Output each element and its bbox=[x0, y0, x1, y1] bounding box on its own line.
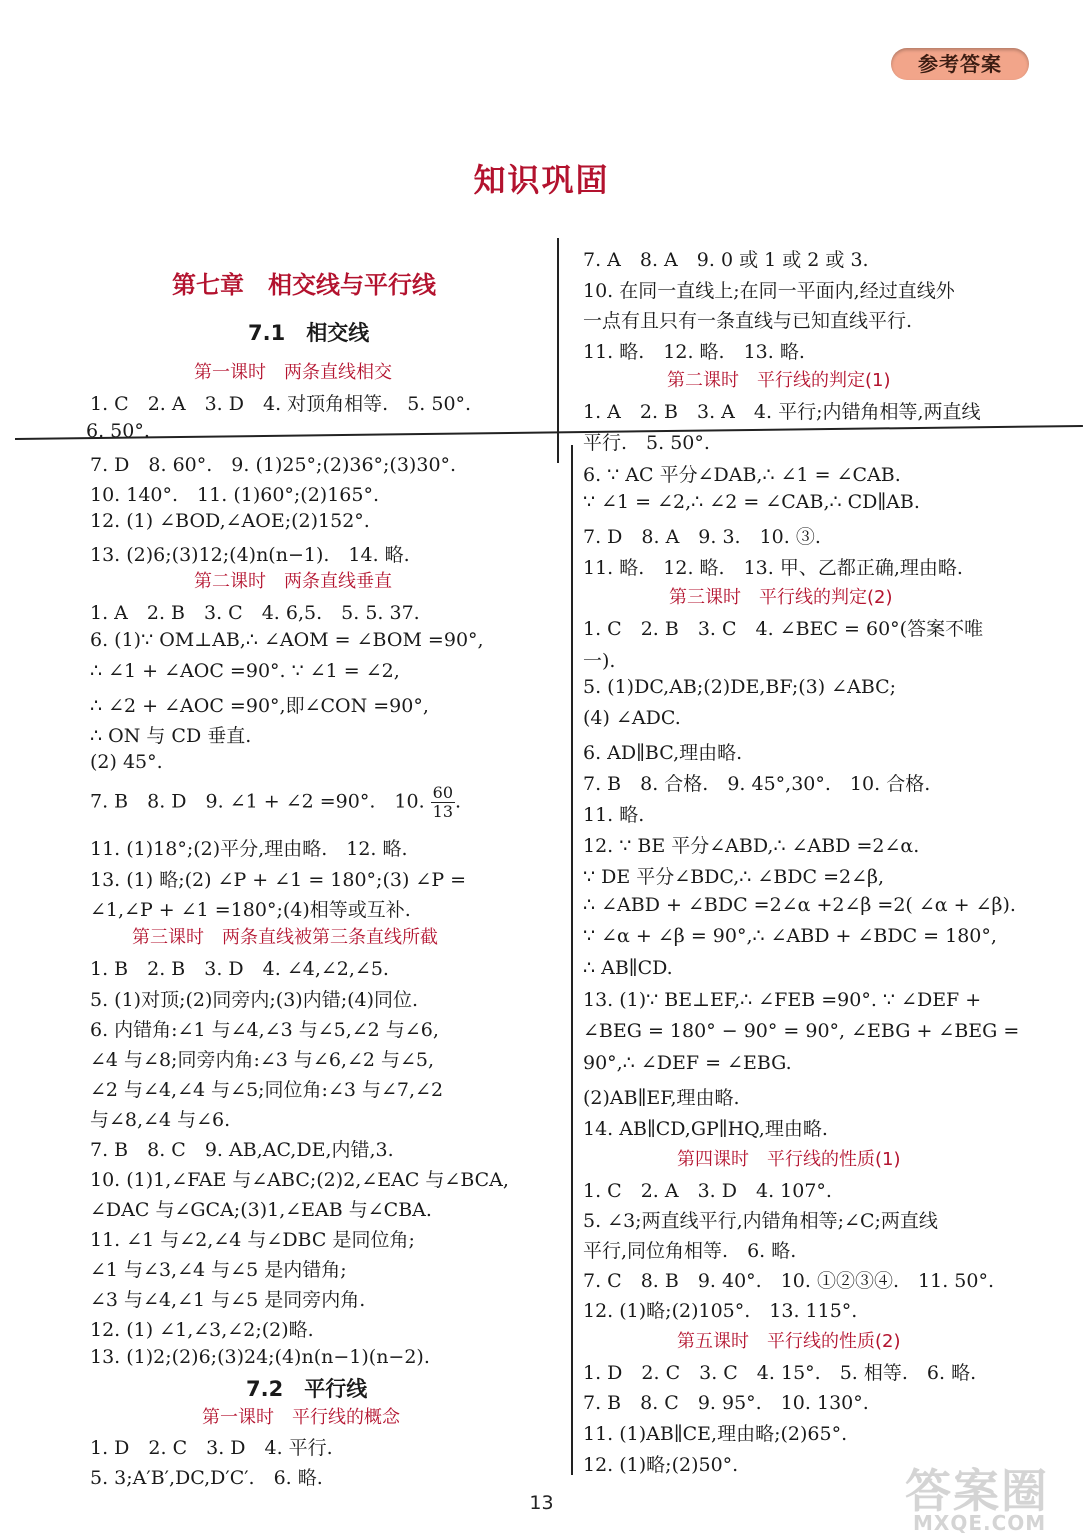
answer-line: ∵ ∠α + ∠β = 90°,∴ ∠ABD + ∠BDC = 180°, bbox=[583, 925, 997, 947]
answer-line: 7. C 8. B 9. 40°. 10. ①②③④. 11. 50°. bbox=[583, 1270, 994, 1292]
answer-line: 1. B 2. B 3. D 4. ∠4,∠2,∠5. bbox=[90, 958, 389, 980]
answer-line: 1. D 2. C 3. D 4. 平行. bbox=[90, 1437, 333, 1459]
lesson-heading: 第三课时 两条直线被第三条直线所截 bbox=[132, 927, 438, 948]
answer-line: 10. 在同一直线上;在同一平面内,经过直线外 bbox=[583, 280, 955, 302]
watermark-url: MXQE.COM bbox=[913, 1511, 1047, 1535]
answer-line: 13. (1) 略;(2) ∠P + ∠1 = 180°;(3) ∠P = bbox=[90, 869, 467, 891]
answer-line: ∠DAC 与∠GCA;(3)1,∠EAB 与∠CBA. bbox=[90, 1199, 432, 1221]
answer-line: ∠1,∠P + ∠1 =180°;(4)相等或互补. bbox=[90, 899, 411, 921]
horizontal-fold-line bbox=[15, 425, 1083, 440]
answer-line: ∴ AB∥CD. bbox=[583, 957, 673, 979]
answer-line: 一点有且只有一条直线与已知直线平行. bbox=[583, 310, 913, 332]
answer-line: 13. (2)6;(3)12;(4)n(n−1). 14. 略. bbox=[90, 544, 410, 566]
answer-line: 10. 140°. 11. (1)60°;(2)165°. bbox=[90, 484, 380, 506]
answer-line: ∠1 与∠3,∠4 与∠5 是内错角; bbox=[90, 1259, 347, 1281]
answer-line: 1. D 2. C 3. C 4. 15°. 5. 相等. 6. 略. bbox=[583, 1362, 977, 1384]
answer-line: 12. (1)略;(2)105°. 13. 115°. bbox=[583, 1300, 858, 1322]
answer-line: 7. B 8. C 9. 95°. 10. 130°. bbox=[583, 1392, 869, 1414]
answer-line: 5. (1)对顶;(2)同旁内;(3)内错;(4)同位. bbox=[90, 989, 419, 1011]
lesson-heading: 第四课时 平行线的性质(1) bbox=[677, 1149, 901, 1170]
answer-line: 12. (1) ∠1,∠3,∠2;(2)略. bbox=[90, 1319, 314, 1341]
answer-line: 1. A 2. B 3. C 4. 6,5. 5. 5. 37. bbox=[90, 602, 420, 624]
answer-line: 11. 略. 12. 略. 13. 甲、乙都正确,理由略. bbox=[583, 557, 963, 579]
answer-line: (2)AB∥EF,理由略. bbox=[583, 1087, 740, 1109]
fraction-denominator: 13 bbox=[432, 802, 454, 821]
answer-line: 6. (1)∵ OM⊥AB,∴ ∠AOM = ∠BOM =90°, bbox=[90, 629, 484, 651]
answer-line: 5. (1)DC,AB;(2)DE,BF;(3) ∠ABC; bbox=[583, 676, 897, 698]
lesson-heading: 第一课时 两条直线相交 bbox=[194, 362, 392, 383]
answer-line: 6. ∵ AC 平分∠DAB,∴ ∠1 = ∠CAB. bbox=[583, 464, 901, 486]
answer-line: 11. (1)18°;(2)平分,理由略. 12. 略. bbox=[90, 838, 408, 860]
fraction-numerator: 60 bbox=[432, 783, 454, 802]
lesson-heading: 第五课时 平行线的性质(2) bbox=[677, 1331, 901, 1352]
answer-line: ∵ DE 平分∠BDC,∴ ∠BDC =2∠β, bbox=[583, 866, 885, 888]
answer-line: 6. AD∥BC,理由略. bbox=[583, 742, 743, 764]
answer-line: 6. 内错角:∠1 与∠4,∠3 与∠5,∠2 与∠6, bbox=[90, 1019, 439, 1041]
answer-line: 14. AB∥CD,GP∥HQ,理由略. bbox=[583, 1118, 828, 1140]
answer-key-badge: 参考答案 bbox=[891, 48, 1029, 80]
section-heading-7-2: 7.2 平行线 bbox=[246, 1377, 368, 1401]
answer-line: 平行,同位角相等. 6. 略. bbox=[583, 1240, 797, 1262]
answer-line: (2) 45°. bbox=[90, 751, 163, 773]
answer-line: ∠4 与∠8;同旁内角:∠3 与∠6,∠2 与∠5, bbox=[90, 1049, 435, 1071]
section-heading-7-1: 7.1 相交线 bbox=[248, 321, 370, 345]
lesson-heading: 第一课时 平行线的概念 bbox=[202, 1407, 400, 1428]
answer-text: . bbox=[455, 790, 462, 813]
answer-line: ∴ ∠1 + ∠AOC =90°. ∵ ∠1 = ∠2, bbox=[90, 660, 400, 682]
answer-line: ∵ ∠1 = ∠2,∴ ∠2 = ∠CAB,∴ CD∥AB. bbox=[583, 491, 920, 513]
column-divider bbox=[571, 445, 573, 1475]
watermark bbox=[905, 1455, 1083, 1536]
lesson-heading: 第三课时 平行线的判定(2) bbox=[669, 587, 893, 608]
answer-line: ∠3 与∠4,∠1 与∠5 是同旁内角. bbox=[90, 1289, 366, 1311]
answer-line: ∴ ∠2 + ∠AOC =90°,即∠CON =90°, bbox=[90, 695, 429, 717]
answer-line: 13. (1)2;(2)6;(3)24;(4)n(n−1)(n−2). bbox=[90, 1346, 430, 1368]
answer-line: 11. 略. 12. 略. 13. 略. bbox=[583, 341, 805, 363]
column-divider-top bbox=[557, 238, 559, 463]
answer-line: 11. (1)AB∥CE,理由略;(2)65°. bbox=[583, 1423, 848, 1445]
answer-line: 1. C 2. A 3. D 4. 107°. bbox=[583, 1180, 832, 1202]
answer-line: 11. ∠1 与∠2,∠4 与∠DBC 是同位角; bbox=[90, 1229, 415, 1251]
answer-line: 1. C 2. A 3. D 4. 对顶角相等. 5. 50°. bbox=[90, 393, 472, 415]
answer-line: 12. (1)略;(2)50°. bbox=[583, 1454, 739, 1476]
answer-line: 平行. 5. 50°. bbox=[583, 432, 710, 454]
answer-line: 7. B 8. 合格. 9. 45°,30°. 10. 合格. bbox=[583, 773, 931, 795]
answer-line: 7. D 8. 60°. 9. (1)25°;(2)36°;(3)30°. bbox=[90, 454, 457, 476]
answer-line: 1. A 2. B 3. A 4. 平行;内错角相等,两直线 bbox=[583, 401, 981, 423]
lesson-heading: 第二课时 平行线的判定(1) bbox=[667, 370, 891, 391]
answer-line: 6. 50°. bbox=[86, 420, 150, 442]
answer-text: 7. B 8. D 9. ∠1 + ∠2 =90°. 10. bbox=[90, 790, 431, 813]
answer-line-with-fraction bbox=[90, 784, 461, 821]
answer-line: 5. ∠3;两直线平行,内错角相等;∠C;两直线 bbox=[583, 1210, 938, 1232]
page-title: 知识巩固 bbox=[473, 161, 610, 199]
answer-line: ∠2 与∠4,∠4 与∠5;同位角:∠3 与∠7,∠2 bbox=[90, 1079, 444, 1101]
answer-line: 5. 3;A′B′,DC,D′C′. 6. 略. bbox=[90, 1467, 323, 1489]
answer-line: 13. (1)∵ BE⊥EF,∴ ∠FEB =90°. ∵ ∠DEF + bbox=[583, 989, 982, 1011]
answer-line: 一). bbox=[583, 650, 616, 672]
lesson-heading: 第二课时 两条直线垂直 bbox=[194, 571, 392, 592]
answer-line: 1. C 2. B 3. C 4. ∠BEC = 60°(答案不唯 bbox=[583, 618, 984, 640]
answer-line: 10. (1)1,∠FAE 与∠ABC;(2)2,∠EAC 与∠BCA, bbox=[90, 1169, 509, 1191]
answer-line: 90°,∴ ∠DEF = ∠EBG. bbox=[583, 1052, 792, 1074]
chapter-heading: 第七章 相交线与平行线 bbox=[172, 271, 436, 299]
answer-line: 7. B 8. C 9. AB,AC,DE,内错,3. bbox=[90, 1139, 394, 1161]
answer-line: 12. (1) ∠BOD,∠AOE;(2)152°. bbox=[90, 510, 370, 532]
watermark-logo-text: 答案圈 bbox=[905, 1464, 1049, 1518]
fraction bbox=[431, 784, 455, 821]
answer-line: 7. A 8. A 9. 0 或 1 或 2 或 3. bbox=[583, 249, 869, 271]
answer-line: 11. 略. bbox=[583, 804, 645, 826]
answer-line: ∴ ON 与 CD 垂直. bbox=[90, 725, 252, 747]
answer-line: ∴ ∠ABD + ∠BDC =2∠α +2∠β =2( ∠α + ∠β). bbox=[583, 894, 1016, 916]
answer-line: (4) ∠ADC. bbox=[583, 707, 681, 729]
answer-line: 12. ∵ BE 平分∠ABD,∴ ∠ABD =2∠α. bbox=[583, 835, 920, 857]
page-number: 13 bbox=[529, 1492, 554, 1514]
answer-line: 与∠8,∠4 与∠6. bbox=[90, 1109, 231, 1131]
answer-line: ∠BEG = 180° − 90° = 90°, ∠EBG + ∠BEG = bbox=[583, 1020, 1020, 1042]
answer-line: 7. D 8. A 9. 3. 10. ③. bbox=[583, 526, 821, 548]
